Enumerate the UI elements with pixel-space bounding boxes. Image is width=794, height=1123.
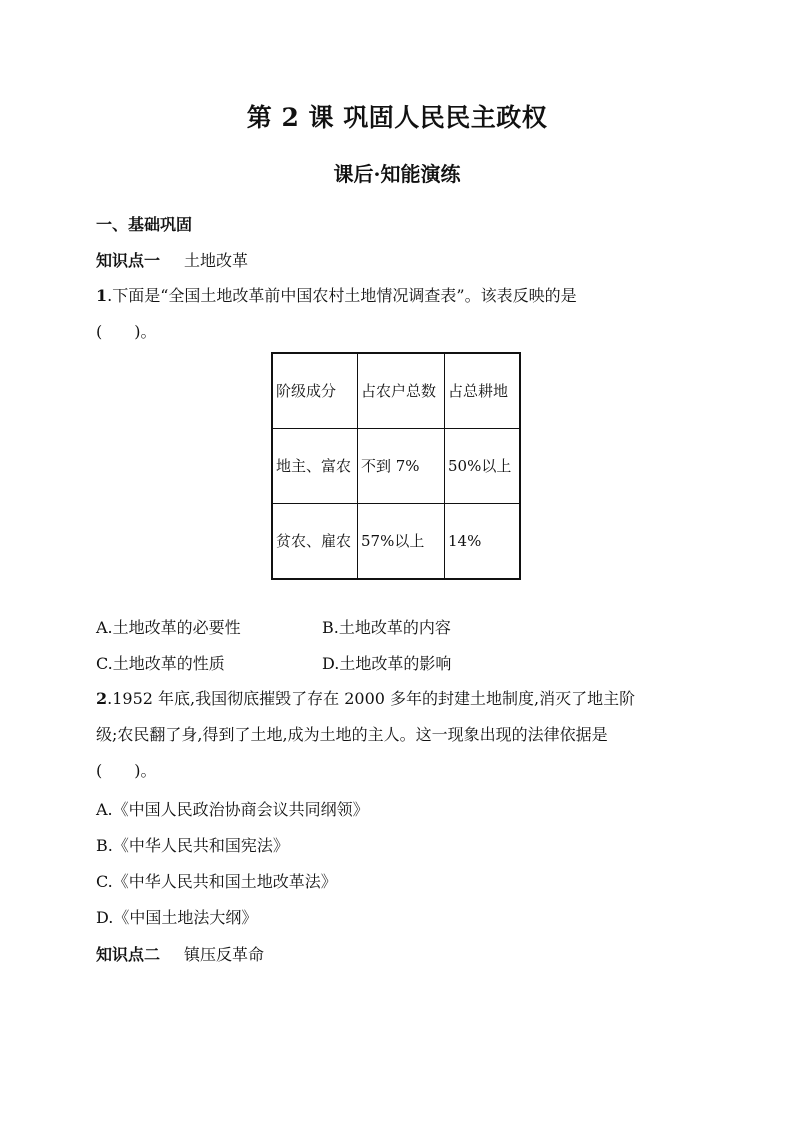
knowledge-point-name: 土地改革: [184, 251, 249, 270]
table-cell: 57%以上: [358, 504, 445, 580]
option-b: B.土地改革的内容: [322, 618, 451, 637]
question-text: .1952 年底,我国彻底摧毁了存在 2000 多年的封建土地制度,消灭了地主阶: [107, 689, 636, 708]
table-header-cell: 阶级成分: [272, 353, 358, 429]
option-d: D.《中国土地法大纲》: [96, 908, 258, 927]
table-row: [272, 429, 520, 504]
knowledge-point-label: 知识点一: [96, 251, 161, 270]
page-subtitle: 课后·知能演练: [333, 162, 461, 186]
question-text: .下面是“全国土地改革前中国农村土地情况调查表”。该表反映的是: [107, 286, 577, 305]
table-header-cell: 占农户总数: [358, 353, 445, 429]
question-2-line-1: [96, 687, 706, 711]
table-cell: 不到 7%: [358, 429, 445, 504]
option-c: C.土地改革的性质: [96, 654, 225, 673]
option-b: B.《中华人民共和国宪法》: [96, 836, 289, 855]
table-row: [272, 504, 520, 580]
page-title: 第 2 课 巩固人民民主政权: [246, 103, 548, 132]
table-header-row: [272, 353, 520, 429]
question-1-stem: [96, 284, 706, 308]
knowledge-point-name: 镇压反革命: [184, 945, 265, 964]
option-c: C.《中华人民共和国土地改革法》: [96, 872, 337, 891]
knowledge-point-1: [96, 248, 248, 271]
option-a: A.土地改革的必要性: [96, 618, 241, 637]
option-a: A.《中国人民政治协商会议共同纲领》: [96, 800, 369, 819]
knowledge-point-label: 知识点二: [96, 945, 161, 964]
question-1-blank: ( )。: [96, 322, 157, 341]
knowledge-point-2: [96, 942, 264, 965]
table-header-cell: 占总耕地: [445, 353, 521, 429]
question-number: 1: [96, 286, 108, 305]
table-cell: 50%以上: [445, 429, 521, 504]
question-2-line-2: 级;农民翻了身,得到了土地,成为土地的主人。这一现象出现的法律依据是: [96, 725, 608, 744]
survey-table: [271, 352, 521, 580]
question-2-blank: ( )。: [96, 761, 157, 780]
table-cell: 地主、富农: [272, 429, 358, 504]
option-d: D.土地改革的影响: [322, 654, 452, 673]
section-heading: 一、基础巩固: [96, 215, 193, 234]
question-number: 2: [96, 689, 108, 708]
table-cell: 贫农、雇农: [272, 504, 358, 580]
table-cell: 14%: [445, 504, 521, 580]
